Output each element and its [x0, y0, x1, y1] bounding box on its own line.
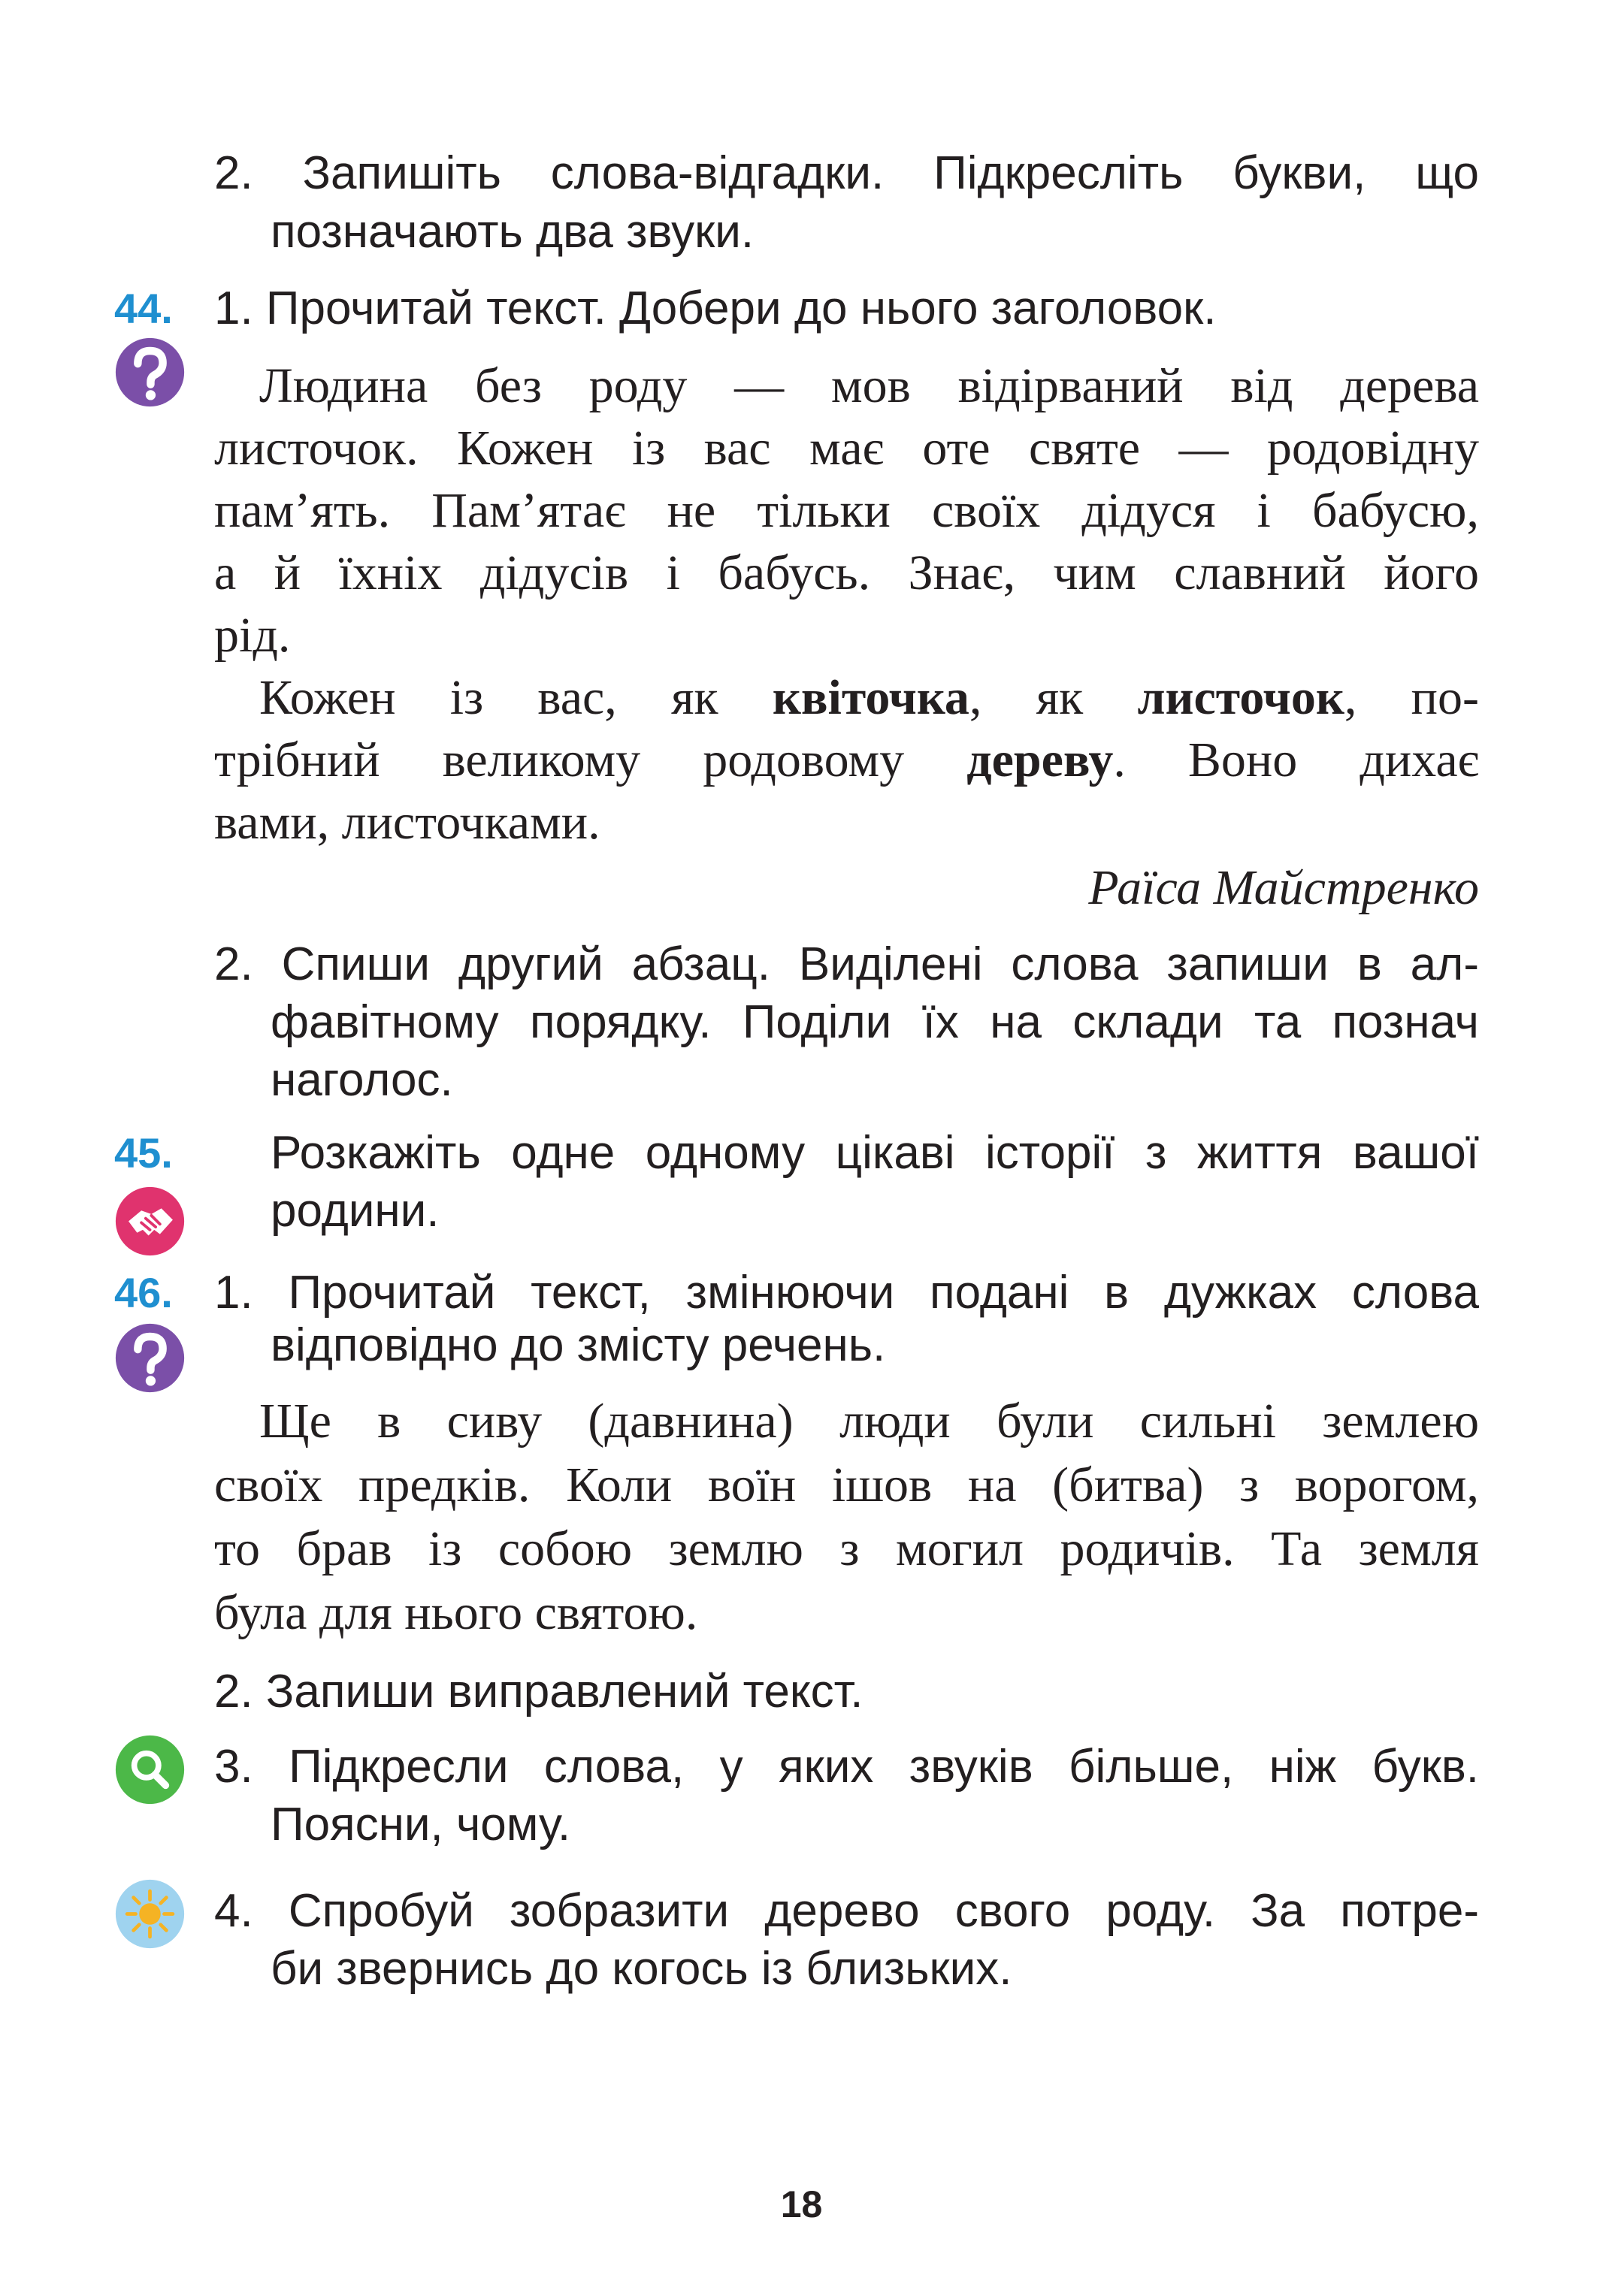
task-number-45: 45.	[114, 1129, 173, 1177]
task46-step1-line1: 1. Прочитай текст, змінюючи подані в дужках слова	[214, 1267, 1479, 1319]
task46-step4-line2: би звернись до когось із близьких.	[271, 1943, 1012, 1995]
task46-step3-line1: 3. Підкресли слова, у яких звуків більше, ніж букв.	[214, 1741, 1479, 1793]
task46-step2: 2. Запиши виправлений текст.	[214, 1666, 864, 1717]
task44-para2-line1: Кожен із вас, як квіточка, як листочок, по-	[259, 670, 1479, 725]
task46-text-line4: була для нього святою.	[214, 1585, 698, 1640]
task45-line1: Розкажіть одне одному цікаві історії з життя вашої	[271, 1127, 1479, 1179]
author-name: Раїса Майстренко	[1088, 860, 1479, 915]
task43-step2-line2: позначають два звуки.	[271, 206, 755, 258]
bold-word-kvitochka: квіточка	[772, 670, 969, 725]
task44-step2-line1: 2. Спиши другий абзац. Виділені слова запиши в ал-	[214, 938, 1479, 990]
task43-step2-line1: 2. Запишіть слова-відгадки. Підкресліть букви, що	[214, 147, 1479, 199]
sun-icon	[114, 1878, 186, 1950]
task44-text-line1: Людина без роду — мов відірваний від дерева	[259, 358, 1479, 413]
task-number-46: 46.	[114, 1269, 173, 1316]
task45-line2: родини.	[271, 1185, 440, 1237]
task46-text-line2: своїх предків. Коли воїн ішов на (битва) з ворогом,	[214, 1458, 1479, 1512]
task46-text-line1: Ще в сиву (давнина) люди були сильні землею	[259, 1394, 1479, 1449]
task44-text-line5: рід.	[214, 608, 291, 663]
task44-para2-line2: трібний великому родовому дереву. Воно дихає	[214, 733, 1479, 787]
bold-word-derevu: дереву	[966, 733, 1114, 787]
task46-step3-line2: Поясни, чому.	[271, 1799, 571, 1850]
page-number: 18	[780, 2183, 823, 2225]
question-icon	[114, 1322, 186, 1394]
task44-text-line3: пам’ять. Пам’ятає не тільки своїх дідуся і бабусю,	[214, 483, 1479, 538]
task44-text-line4: а й їхніх дідусів і бабусь. Знає, чим славний його	[214, 545, 1479, 600]
task44-step1: 1. Прочитай текст. Добери до нього заголовок.	[214, 282, 1217, 334]
task44-step2-line3: наголос.	[271, 1054, 453, 1106]
task44-para2-line3: вами, листочками.	[214, 795, 600, 850]
task46-text-line3: то брав із собою землю з могил родичів. Та земля	[214, 1521, 1479, 1576]
magnifier-icon	[114, 1734, 186, 1805]
bold-word-lystochok: листочок	[1137, 670, 1344, 725]
question-icon	[114, 337, 186, 408]
task44-text-line2: листочок. Кожен із вас має оте святе — родовідну	[214, 421, 1479, 476]
task-number-44: 44.	[114, 285, 173, 332]
task44-step2-line2: фавітному порядку. Поділи їх на склади та познач	[271, 996, 1479, 1048]
handshake-icon	[114, 1186, 186, 1257]
task46-step4-line1: 4. Спробуй зобразити дерево свого роду. За потре-	[214, 1885, 1479, 1937]
task46-step1-line2: відповідно до змісту речень.	[271, 1319, 886, 1371]
